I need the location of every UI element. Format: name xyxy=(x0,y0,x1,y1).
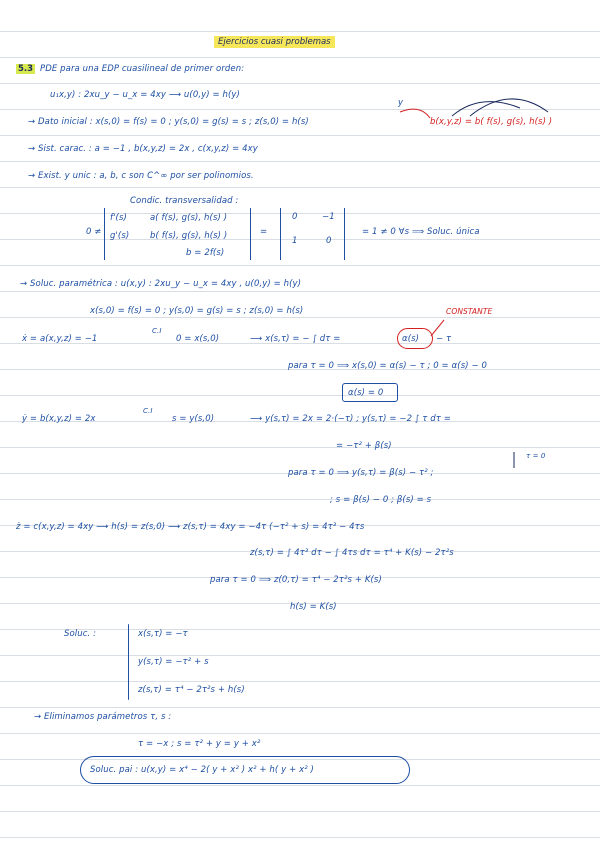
final-solution: Soluc. pai : u(x,y) = x⁴ − 2( y + x² ) x² + h( y + x² ) xyxy=(90,765,314,775)
annotation-y: y xyxy=(398,98,404,108)
x-equation: ẋ = a(x,y,z) = −1 xyxy=(22,334,98,344)
alpha-result-box xyxy=(342,383,398,402)
k-result: h(s) = K(s) xyxy=(290,602,337,612)
det-bar-left xyxy=(104,208,105,260)
characteristic-system-line: → Sist. carac. : a = −1 , b(x,y,z) = 2x , c(x,y,z) = 4xy xyxy=(28,144,258,154)
x-integral: ⟶ x(s,τ) = − ∫ dτ = xyxy=(250,334,341,344)
statement-line: PDE para una EDP cuasilineal de primer orden: xyxy=(40,64,245,74)
nonzero-symbol: 0 ≠ xyxy=(86,227,102,237)
solution-brace xyxy=(128,624,129,700)
y-integral: ⟶ y(s,τ) = 2x = 2·(−τ) ; y(s,τ) = −2 ∫ τ dτ = xyxy=(250,414,451,424)
tau-bound: τ = 0 xyxy=(526,452,546,460)
z-equation: ż = c(x,y,z) = 4xy ⟶ h(s) = z(s,0) ⟶ z(s,τ) = 4xy = −4τ (−τ² + s) = 4τ³ − 4τs xyxy=(16,522,365,532)
red-annotation: b(x,y,z) = b( f(s), g(s), h(s) ) xyxy=(430,117,553,127)
y-equation: ẏ = b(x,y,z) = 2x xyxy=(22,414,96,424)
transversality-heading: Condic. transversalidad : xyxy=(130,196,239,206)
y-initial: s = y(s,0) xyxy=(172,414,215,424)
y-general: = −τ² + β(s) xyxy=(336,441,392,451)
det-result: = 1 ≠ 0 ∀s ⟹ Soluc. única xyxy=(362,227,480,237)
alpha-result: α(s) = 0 xyxy=(348,388,384,398)
solution-z: z(s,τ) = τ⁴ − 2τ²s + h(s) xyxy=(138,685,245,695)
initial-data-line: → Dato inicial : x(s,0) = f(s) = 0 ; y(s,0) = g(s) = s ; z(s,0) = h(s) xyxy=(28,117,309,127)
det2-entry: 0 xyxy=(292,212,298,222)
det2-entry: 0 xyxy=(326,236,332,246)
z-condition: para τ = 0 ⟹ z(0,τ) = τ⁴ − 2τ²s + K(s) xyxy=(210,575,382,585)
det-entry: a( f(s), g(s), h(s) ) xyxy=(150,213,228,223)
det-note: b = 2f(s) xyxy=(186,248,225,258)
z-integral: z(s,τ) = ∫ 4τ³ dτ − ∫ 4τs dτ = τ⁴ + K(s) − 2τ²s xyxy=(250,548,454,558)
constant-label: CONSTANTE xyxy=(446,307,493,316)
x-result: − τ xyxy=(436,334,452,344)
pde-equation: u₁x,y) : 2xu_y − u_x = 4xy ⟶ u(0,y) = h(y) xyxy=(50,90,240,100)
det2-entry: 1 xyxy=(292,236,298,246)
det2-entry: −1 xyxy=(322,212,335,222)
beta-result: ; s = β(s) − 0 ; β(s) = s xyxy=(330,495,432,505)
det-entry: b( f(s), g(s), h(s) ) xyxy=(150,231,228,241)
problem-number: 5.3 xyxy=(18,64,34,74)
initial-conditions: x(s,0) = f(s) = 0 ; y(s,0) = g(s) = s ; z(s,0) = h(s) xyxy=(90,306,304,316)
det-bar-right xyxy=(250,208,251,260)
parametric-heading: → Soluc. paramétrica : u(x,y) : 2xu_y − u_x = 4xy , u(0,y) = h(y) xyxy=(20,279,302,289)
det-entry: f'(s) xyxy=(110,213,127,223)
eliminate-parameters: → Eliminamos parámetros τ, s : xyxy=(34,712,172,722)
det-entry: g'(s) xyxy=(110,231,130,241)
alpha-condition: para τ = 0 ⟹ x(s,0) = α(s) − τ ; 0 = α(s) − 0 xyxy=(288,361,487,371)
alpha-circle xyxy=(397,328,433,349)
x-initial: 0 = x(s,0) xyxy=(176,334,220,344)
y-condition: para τ = 0 ⟹ y(s,τ) = β(s) − τ² ; xyxy=(288,468,434,478)
alpha-term: α(s) xyxy=(402,334,420,344)
det2-bar-right xyxy=(344,208,345,260)
solution-y: y(s,τ) = −τ² + s xyxy=(138,657,209,667)
page-title: Ejercicios cuasi problemas xyxy=(214,36,335,48)
ci-label: C.I xyxy=(152,327,162,335)
existence-uniqueness-line: → Exist. y unic : a, b, c son C^∞ por ser polinomios. xyxy=(28,171,254,181)
ci-label: C.I xyxy=(143,407,153,415)
det-equals: = xyxy=(260,227,268,237)
solution-label: Soluc. : xyxy=(64,629,97,639)
det2-bar-left xyxy=(280,208,281,260)
solution-x: x(s,τ) = −τ xyxy=(138,629,188,639)
parameter-relations: τ = −x ; s = τ² + y = y + x² xyxy=(138,739,261,749)
